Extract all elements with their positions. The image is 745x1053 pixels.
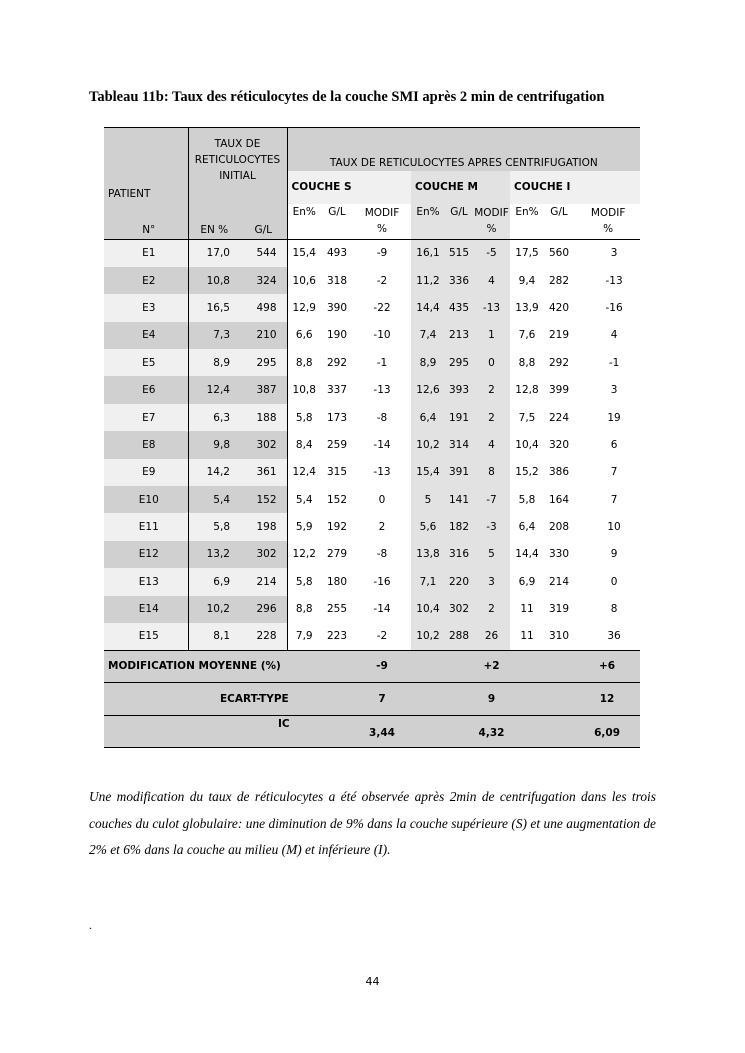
table-cell: 2 xyxy=(473,376,510,403)
table-cell: 4 xyxy=(473,267,510,294)
table-cell: 295 xyxy=(445,349,473,376)
ic-i: 6,09 xyxy=(574,715,640,747)
footnote-mark: . xyxy=(89,918,92,932)
ic-label: IC xyxy=(104,715,353,747)
table-cell: 259 xyxy=(321,431,353,458)
table-cell: 9 xyxy=(574,541,640,568)
table-cell: -1 xyxy=(353,349,411,376)
table-cell: 12,4 xyxy=(287,459,321,486)
s-modif-header: MODIF % xyxy=(353,204,411,240)
table-cell: 296 xyxy=(240,596,287,623)
initial-gl-header: G/L xyxy=(240,204,287,240)
table-cell: 7,6 xyxy=(510,322,544,349)
patient-id-cell: E8 xyxy=(104,431,188,458)
initial-rate-header: TAUX DE RETICULOCYTES INITIAL xyxy=(188,128,287,204)
patient-id-cell: E14 xyxy=(104,596,188,623)
table-cell: 8,1 xyxy=(188,623,240,650)
table-cell: 279 xyxy=(321,541,353,568)
table-cell: 10,2 xyxy=(411,623,445,650)
table-cell: 324 xyxy=(240,267,287,294)
table-cell: 399 xyxy=(544,376,574,403)
layer-s-header: COUCHE S xyxy=(287,171,411,204)
table-cell: 361 xyxy=(240,459,287,486)
m-modif-header: MODIF % xyxy=(473,204,510,240)
table-cell: 560 xyxy=(544,240,574,267)
table-cell: 5 xyxy=(411,486,445,513)
table-cell: -9 xyxy=(353,240,411,267)
table-cell: 17,5 xyxy=(510,240,544,267)
table-cell: 214 xyxy=(240,568,287,595)
mean-modification-s: -9 xyxy=(353,650,411,682)
table-cell: -2 xyxy=(353,267,411,294)
table-cell: 6,9 xyxy=(188,568,240,595)
table-cell: 12,9 xyxy=(287,294,321,321)
table-cell: 2 xyxy=(473,596,510,623)
table-cell: 391 xyxy=(445,459,473,486)
std-dev-label: ECART-TYPE xyxy=(104,682,353,715)
table-cell: 314 xyxy=(445,431,473,458)
table-cell: 282 xyxy=(544,267,574,294)
table-cell: -8 xyxy=(353,404,411,431)
table-cell: 336 xyxy=(445,267,473,294)
table-row xyxy=(104,513,640,540)
table-cell: 6,4 xyxy=(510,513,544,540)
reticulocyte-table xyxy=(104,127,640,748)
table-row xyxy=(104,376,640,403)
table-cell: 213 xyxy=(445,322,473,349)
table-cell: 12,8 xyxy=(510,376,544,403)
patient-id-cell: E15 xyxy=(104,623,188,650)
table-cell: 12,6 xyxy=(411,376,445,403)
table-cell: 36 xyxy=(574,623,640,650)
table-cell: 302 xyxy=(240,541,287,568)
table-cell: 2 xyxy=(473,404,510,431)
table-cell: 8,8 xyxy=(510,349,544,376)
table-cell: 14,2 xyxy=(188,459,240,486)
table-cell: 310 xyxy=(544,623,574,650)
patient-header: PATIENT xyxy=(104,128,188,204)
table-cell: 10,4 xyxy=(411,596,445,623)
table-cell: 6,9 xyxy=(510,568,544,595)
layer-i-header: COUCHE I xyxy=(510,171,640,204)
table-cell: 192 xyxy=(321,513,353,540)
table-cell: -16 xyxy=(574,294,640,321)
table-cell: 224 xyxy=(544,404,574,431)
layer-m-header: COUCHE M xyxy=(411,171,510,204)
table-cell: -13 xyxy=(353,376,411,403)
table-cell: -5 xyxy=(473,240,510,267)
table-cell: 17,0 xyxy=(188,240,240,267)
table-cell: 255 xyxy=(321,596,353,623)
table-cell: 180 xyxy=(321,568,353,595)
table-cell: 6,3 xyxy=(188,404,240,431)
table-row xyxy=(104,240,640,267)
patient-id-cell: E9 xyxy=(104,459,188,486)
table-row xyxy=(104,431,640,458)
table-cell: 164 xyxy=(544,486,574,513)
table-cell: 0 xyxy=(574,568,640,595)
table-cell: 13,2 xyxy=(188,541,240,568)
mean-modification-i: +6 xyxy=(574,650,640,682)
table-cell: 208 xyxy=(544,513,574,540)
std-dev-i: 12 xyxy=(574,682,640,715)
table-row xyxy=(104,486,640,513)
table-cell: 198 xyxy=(240,513,287,540)
patient-id-cell: E3 xyxy=(104,294,188,321)
table-cell: 5,8 xyxy=(287,568,321,595)
results-paragraph: Une modification du taux de réticulocytes a été observée après 2min de centrifugation dans les trois couches du culot globulaire: une diminution de 9% dans la couche supérieure (S) et une augmentation de 2% et 6% dans la couche au milieu (M) et inférieure (I). xyxy=(89,789,656,857)
i-modif-header: MODIF % xyxy=(574,204,640,240)
table-cell: -14 xyxy=(353,431,411,458)
table-cell: 182 xyxy=(445,513,473,540)
ic-m: 4,32 xyxy=(473,715,510,747)
table-cell: 12,4 xyxy=(188,376,240,403)
table-cell: 214 xyxy=(544,568,574,595)
table-cell: 3 xyxy=(574,376,640,403)
i-percent-header: En% xyxy=(510,204,544,240)
patient-id-cell: E7 xyxy=(104,404,188,431)
patient-id-cell: E4 xyxy=(104,322,188,349)
table-cell: 191 xyxy=(445,404,473,431)
table-cell: 13,9 xyxy=(510,294,544,321)
table-cell: 330 xyxy=(544,541,574,568)
table-cell: 8,9 xyxy=(411,349,445,376)
table-cell: 7,9 xyxy=(287,623,321,650)
mean-modification-label: MODIFICATION MOYENNE (%) xyxy=(104,650,353,682)
table-cell: 173 xyxy=(321,404,353,431)
table-cell: 337 xyxy=(321,376,353,403)
table-cell: 11 xyxy=(510,623,544,650)
table-cell: 8 xyxy=(574,596,640,623)
table-cell: -2 xyxy=(353,623,411,650)
table-cell: 6 xyxy=(574,431,640,458)
mean-modification-m: +2 xyxy=(473,650,510,682)
table-cell: 0 xyxy=(353,486,411,513)
table-cell: 5,8 xyxy=(287,404,321,431)
table-cell: 14,4 xyxy=(510,541,544,568)
table-cell: 8,8 xyxy=(287,349,321,376)
table-cell: -13 xyxy=(473,294,510,321)
table-cell: 10 xyxy=(574,513,640,540)
table-cell: 10,6 xyxy=(287,267,321,294)
page-number: 44 xyxy=(365,975,380,988)
table-cell: 7,3 xyxy=(188,322,240,349)
table-cell: 223 xyxy=(321,623,353,650)
table-cell: 141 xyxy=(445,486,473,513)
std-dev-s: 7 xyxy=(353,682,411,715)
table-cell: 152 xyxy=(321,486,353,513)
table-cell: 5,8 xyxy=(188,513,240,540)
table-cell: 393 xyxy=(445,376,473,403)
table-cell: 5,8 xyxy=(510,486,544,513)
s-percent-header: En% xyxy=(287,204,321,240)
table-cell: -13 xyxy=(353,459,411,486)
table-cell: -10 xyxy=(353,322,411,349)
table-cell: 16,5 xyxy=(188,294,240,321)
m-gl-header: G/L xyxy=(445,204,473,240)
table-cell: 8 xyxy=(473,459,510,486)
patient-id-cell: E6 xyxy=(104,376,188,403)
table-row xyxy=(104,294,640,321)
initial-percent-header: EN % xyxy=(188,204,240,240)
table-cell: 7,5 xyxy=(510,404,544,431)
table-cell: 5,4 xyxy=(188,486,240,513)
table-cell: 4 xyxy=(574,322,640,349)
table-cell: 2 xyxy=(353,513,411,540)
table-cell: 318 xyxy=(321,267,353,294)
post-centrifugation-header: TAUX DE RETICULOCYTES APRES CENTRIFUGATION xyxy=(287,128,640,171)
table-cell: 15,4 xyxy=(287,240,321,267)
table-cell: 19 xyxy=(574,404,640,431)
table-cell: 435 xyxy=(445,294,473,321)
table-cell: 219 xyxy=(544,322,574,349)
table-cell: -3 xyxy=(473,513,510,540)
table-cell: 493 xyxy=(321,240,353,267)
table-cell: 5,6 xyxy=(411,513,445,540)
table-cell: 320 xyxy=(544,431,574,458)
table-cell: 302 xyxy=(445,596,473,623)
table-cell: 6,4 xyxy=(411,404,445,431)
table-cell: 7 xyxy=(574,486,640,513)
table-cell: 1 xyxy=(473,322,510,349)
table-cell: -7 xyxy=(473,486,510,513)
table-row xyxy=(104,404,640,431)
table-row xyxy=(104,267,640,294)
table-cell: 8,8 xyxy=(287,596,321,623)
table-cell: 0 xyxy=(473,349,510,376)
table-cell: 4 xyxy=(473,431,510,458)
table-cell: 515 xyxy=(445,240,473,267)
table-cell: 498 xyxy=(240,294,287,321)
table-cell: 302 xyxy=(240,431,287,458)
table-cell: 544 xyxy=(240,240,287,267)
table-cell: 10,2 xyxy=(411,431,445,458)
patient-id-cell: E11 xyxy=(104,513,188,540)
table-cell: 387 xyxy=(240,376,287,403)
table-title: Tableau 11b: Taux des réticulocytes de la couche SMI après 2 min de centrifugation xyxy=(89,89,605,105)
table-cell: 220 xyxy=(445,568,473,595)
table-cell: 10,2 xyxy=(188,596,240,623)
table-cell: 26 xyxy=(473,623,510,650)
patient-number-header: N° xyxy=(104,204,188,240)
table-cell: 390 xyxy=(321,294,353,321)
table-row xyxy=(104,596,640,623)
table-cell: 16,1 xyxy=(411,240,445,267)
table-cell: 319 xyxy=(544,596,574,623)
table-cell: 420 xyxy=(544,294,574,321)
table-cell: 12,2 xyxy=(287,541,321,568)
table-cell: 15,2 xyxy=(510,459,544,486)
table-row xyxy=(104,322,640,349)
table-row xyxy=(104,568,640,595)
table-cell: 14,4 xyxy=(411,294,445,321)
table-cell: 10,4 xyxy=(510,431,544,458)
patient-id-cell: E1 xyxy=(104,240,188,267)
table-cell: 5,4 xyxy=(287,486,321,513)
table-cell: 152 xyxy=(240,486,287,513)
patient-id-cell: E5 xyxy=(104,349,188,376)
table-cell: -8 xyxy=(353,541,411,568)
table-row xyxy=(104,541,640,568)
table-cell: 228 xyxy=(240,623,287,650)
std-dev-m: 9 xyxy=(473,682,510,715)
table-cell: -1 xyxy=(574,349,640,376)
table-cell: 9,4 xyxy=(510,267,544,294)
table-cell: 11,2 xyxy=(411,267,445,294)
table-cell: 188 xyxy=(240,404,287,431)
table-row xyxy=(104,623,640,650)
table-cell: 10,8 xyxy=(188,267,240,294)
table-cell: -22 xyxy=(353,294,411,321)
table-cell: 190 xyxy=(321,322,353,349)
ic-s: 3,44 xyxy=(353,715,411,747)
table-cell: 15,4 xyxy=(411,459,445,486)
table-cell: 3 xyxy=(574,240,640,267)
table-row xyxy=(104,349,640,376)
table-cell: 5 xyxy=(473,541,510,568)
table-cell: 13,8 xyxy=(411,541,445,568)
table-cell: 7,4 xyxy=(411,322,445,349)
table-cell: 386 xyxy=(544,459,574,486)
table-cell: 11 xyxy=(510,596,544,623)
table-cell: 7,1 xyxy=(411,568,445,595)
table-cell: 8,9 xyxy=(188,349,240,376)
s-gl-header: G/L xyxy=(321,204,353,240)
patient-id-cell: E13 xyxy=(104,568,188,595)
table-cell: 316 xyxy=(445,541,473,568)
table-cell: 288 xyxy=(445,623,473,650)
table-cell: 10,8 xyxy=(287,376,321,403)
table-cell: 5,9 xyxy=(287,513,321,540)
table-cell: 292 xyxy=(544,349,574,376)
table-cell: 292 xyxy=(321,349,353,376)
table-cell: 315 xyxy=(321,459,353,486)
table-cell: -14 xyxy=(353,596,411,623)
i-gl-header: G/L xyxy=(544,204,574,240)
patient-id-cell: E10 xyxy=(104,486,188,513)
table-cell: -16 xyxy=(353,568,411,595)
patient-id-cell: E2 xyxy=(104,267,188,294)
table-cell: 210 xyxy=(240,322,287,349)
table-cell: 9,8 xyxy=(188,431,240,458)
table-row xyxy=(104,459,640,486)
table-cell: 7 xyxy=(574,459,640,486)
table-cell: -13 xyxy=(574,267,640,294)
table-cell: 3 xyxy=(473,568,510,595)
table-cell: 295 xyxy=(240,349,287,376)
table-cell: 6,6 xyxy=(287,322,321,349)
m-percent-header: En% xyxy=(411,204,445,240)
table-cell: 8,4 xyxy=(287,431,321,458)
patient-id-cell: E12 xyxy=(104,541,188,568)
